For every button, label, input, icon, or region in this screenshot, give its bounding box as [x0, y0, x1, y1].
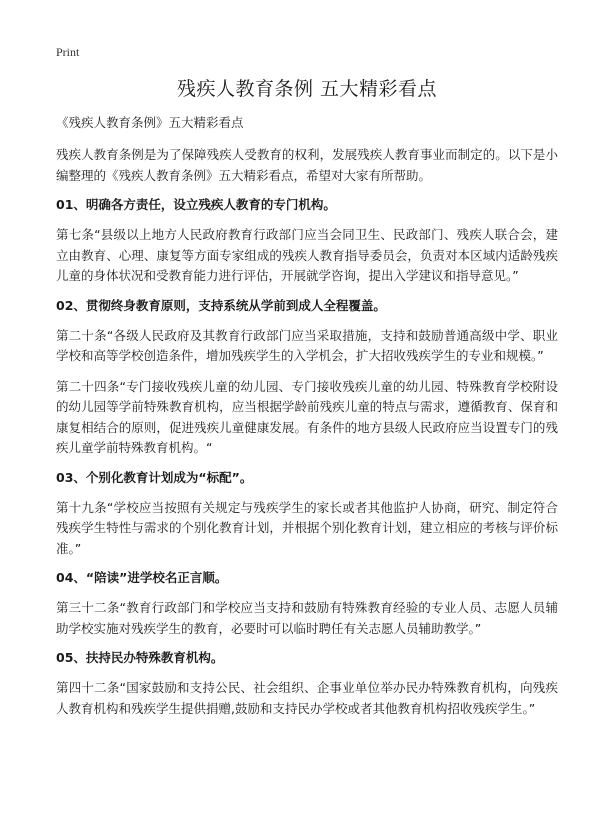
print-label: Print [56, 45, 80, 59]
section-4-paragraph-1: 第三十二条“教育行政部门和学校应当支持和鼓励有特殊教育经验的专业人员、志愿人员辅助学校实施对残疾学生的教育，必要时可以临时聘任有关志愿人员辅助教学。” [56, 600, 558, 636]
section-5-paragraph-1: 第四十二条“国家鼓励和支持公民、社会组织、企事业单位举办民办特殊教育机构，向残疾人教育机构和残疾学生提供捐赠,鼓励和支持民办学校或者其他教育机构招收残疾学生。” [56, 680, 558, 716]
section-heading-3: 03、个别化教育计划成为“标配”。 [56, 469, 253, 485]
section-heading-2: 02、贯彻终身教育原则，支持系统从学前到成人全程覆盖。 [56, 297, 386, 313]
section-1-paragraph-1: 第七条“县级以上地方人民政府教育行政部门应当会同卫生、民政部门、残疾人联合会，建立由教育、心理、康复等方面专家组成的残疾人教育指导委员会，负责对本区域内适龄残疾儿童的身体状况和受教育能力进行评估，开展就学咨询，提出入学建议和指导意见。” [56, 227, 558, 283]
document-title: 残疾人教育条例 五大精彩看点 [176, 78, 438, 100]
section-2-paragraph-1: 第二十条“各级人民政府及其教育行政部门应当采取措施，支持和鼓励普通高级中学、职业学校和高等学校创造条件，增加残疾学生的入学机会，扩大招收残疾学生的专业和规模。” [56, 327, 558, 363]
section-heading-4: 04、“陪读”进学校名正言顺。 [56, 570, 228, 585]
section-heading-1: 01、明确各方责任，设立残疾人教育的专门机构。 [56, 197, 336, 212]
section-2-paragraph-2: 第二十四条“专门接收残疾儿童的幼儿园、专门接收残疾儿童的幼儿园、特殊教育学校附设的幼儿园等学前特殊教育机构，应当根据学龄前残疾儿童的特点与需求，遵循教育、保育和康复相结合的原则，促进残疾儿童健康发展。有条件的地方县级人民政府应当设置专门的残疾儿童学前特殊教育机构。“ [56, 378, 558, 455]
section-heading-5: 05、扶持民办特殊教育机构。 [56, 650, 224, 665]
document-subtitle: 《残疾人教育条例》五大精彩看点 [56, 115, 244, 130]
section-3-paragraph-1: 第十九条“学校应当按照有关规定与残疾学生的家长或者其他监护人协商，研究、制定符合残疾学生特性与需求的个别化教育计划，并根据个别化教育计划，建立相应的考核与评价标准。” [56, 499, 558, 556]
intro-paragraph: 残疾人教育条例是为了保障残疾人受教育的权利，发展残疾人教育事业而制定的。以下是小编整理的《残疾人教育条例》五大精彩看点，希望对大家有所帮助。 [56, 147, 558, 183]
